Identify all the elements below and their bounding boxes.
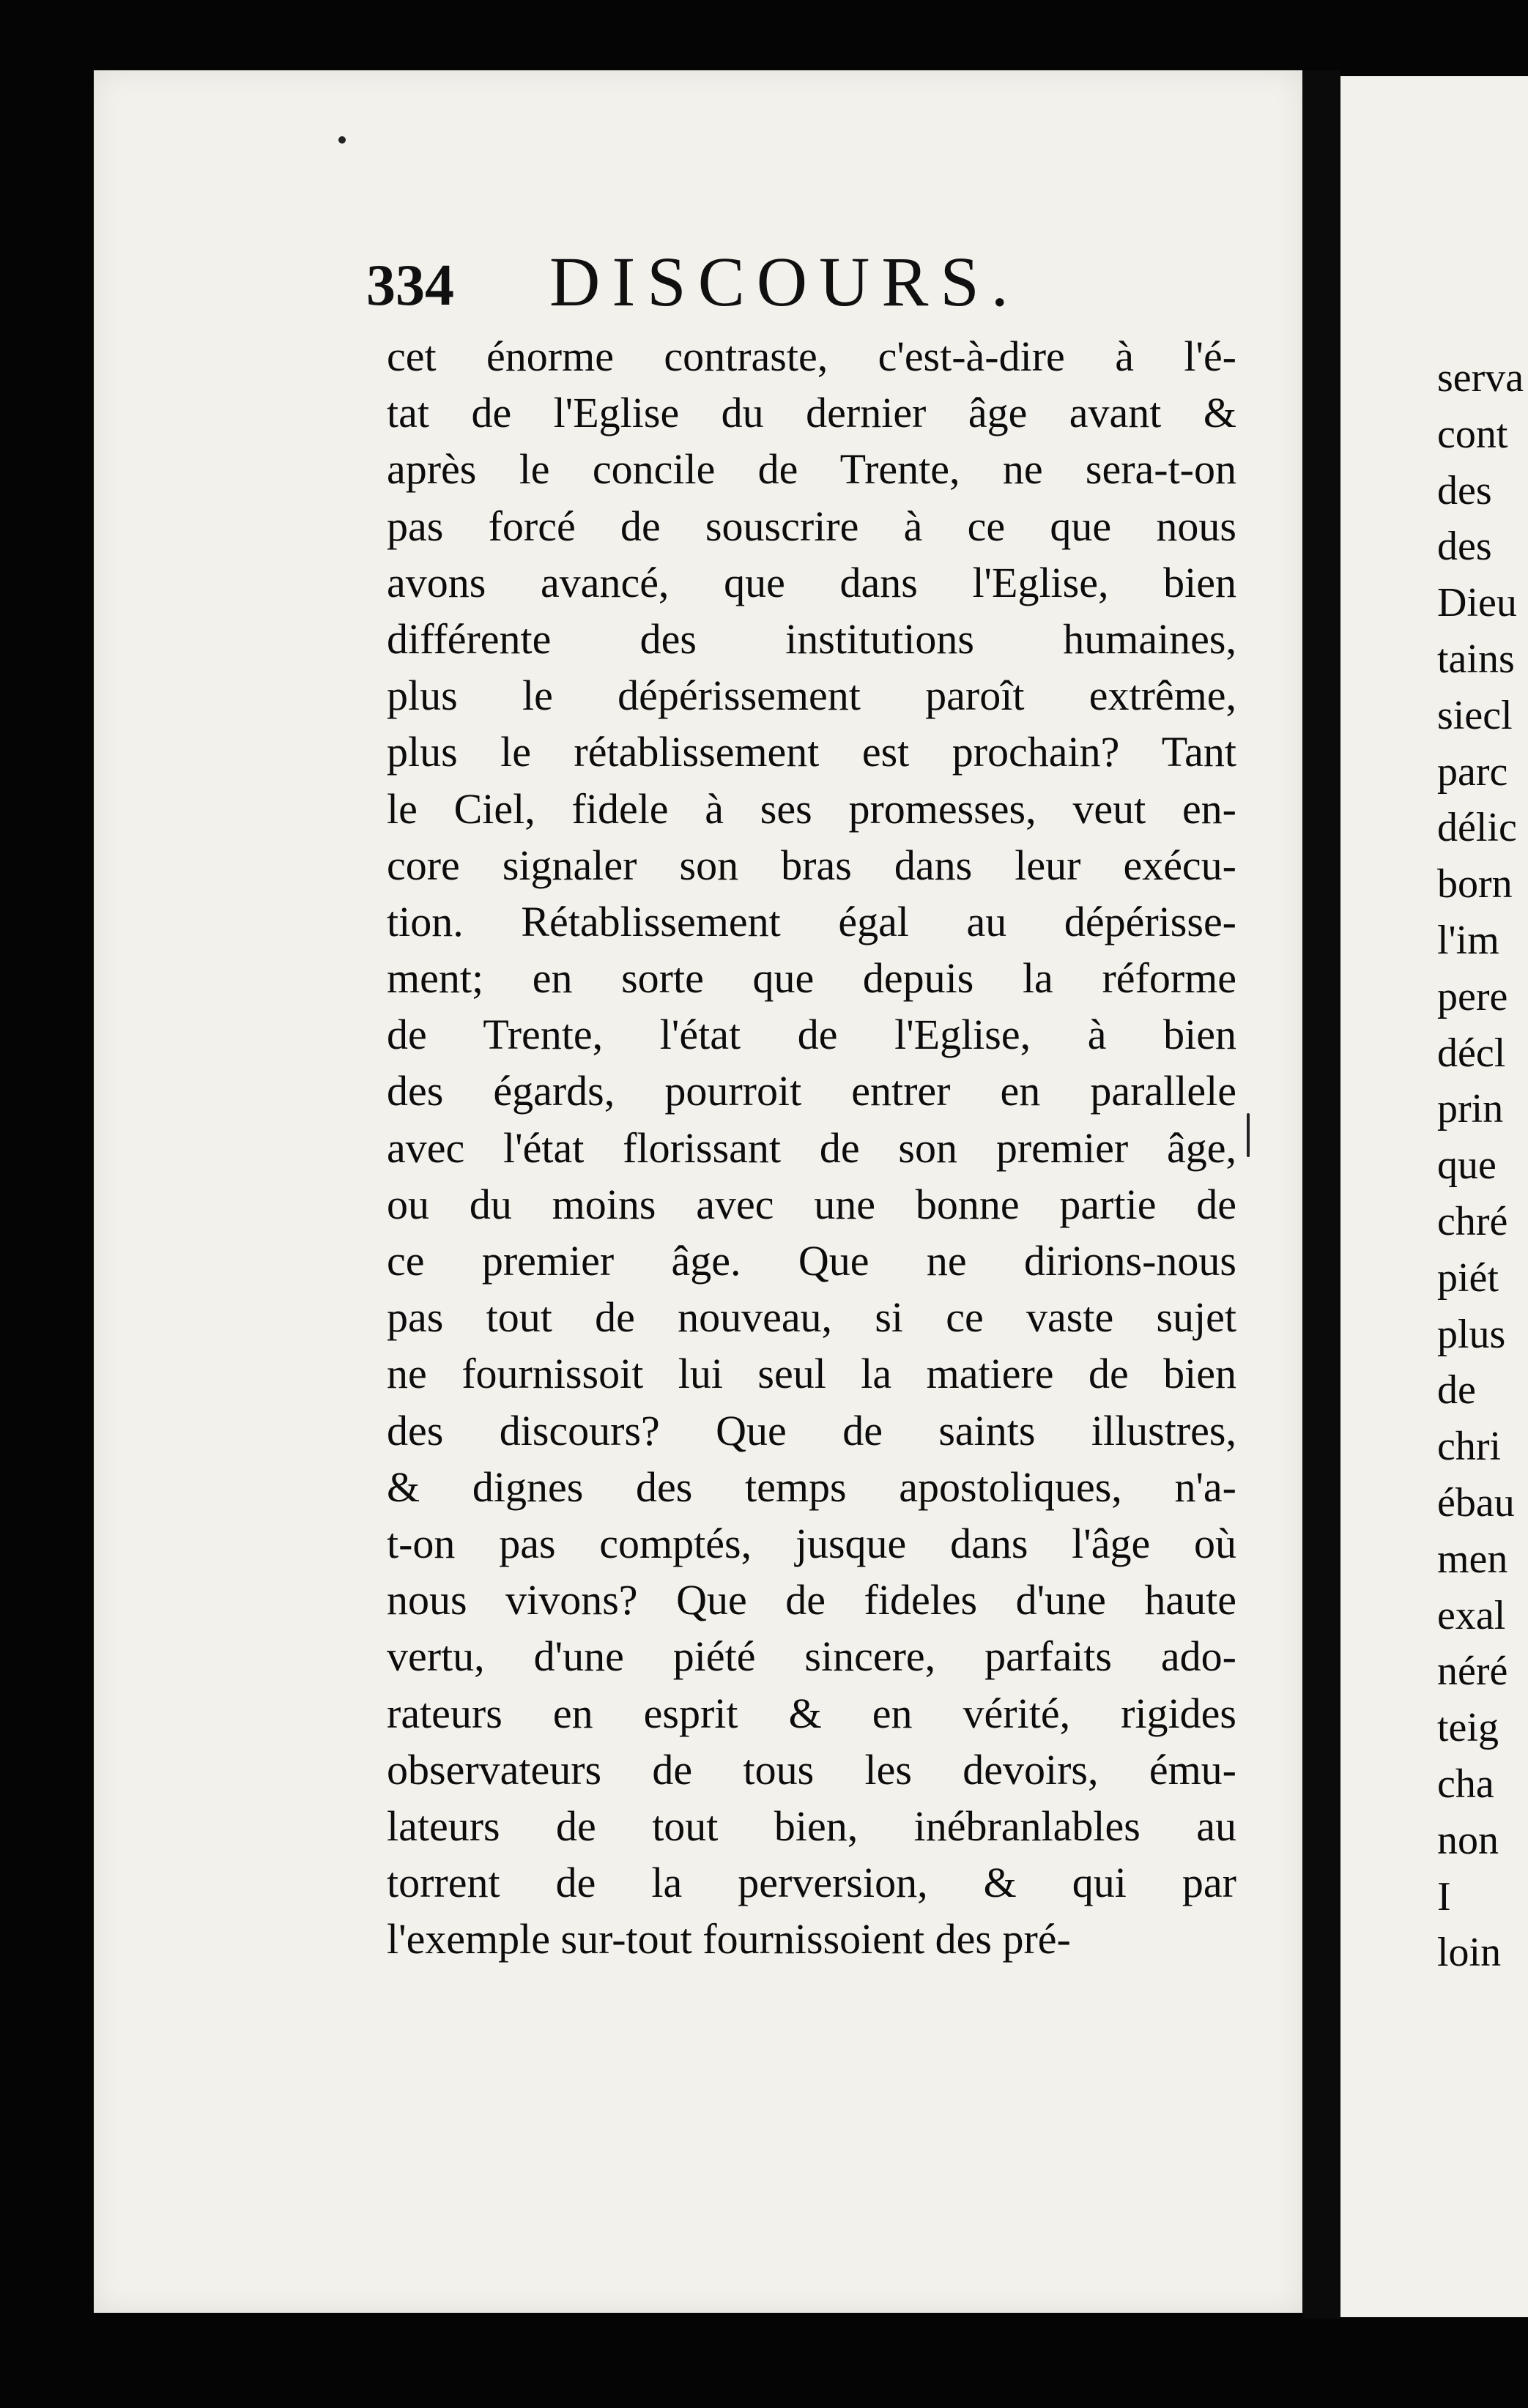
text-line: plus [1437,1311,1506,1357]
text-line: core signaler son bras dans leur exécu- [387,841,1236,889]
text-line: ne fournissoit lui seul la matiere de bien [387,1350,1236,1398]
text-line: lateurs de tout bien, inébranlables au [387,1802,1236,1850]
ink-mark [1247,1113,1250,1157]
right-page-text-fragment [1437,350,1528,1981]
text-line: loin [1437,1930,1502,1976]
text-line: teig [1437,1705,1499,1751]
text-line: pere [1437,973,1508,1019]
text-line: tat de l'Eglise du dernier âge avant & [387,389,1236,437]
text-line: born [1437,861,1513,907]
text-line: le Ciel, fidele à ses promesses, veut en- [387,784,1236,833]
text-line: nous vivons? Que de fideles d'une haute [387,1576,1236,1624]
text-line: siecl [1437,692,1513,738]
text-line: plus le rétablissement est prochain? Tant [387,728,1236,776]
running-head: DISCOURS. [549,242,1020,321]
text-line: des égards, pourroit entrer en parallele [387,1067,1236,1115]
text-line: non [1437,1817,1499,1863]
text-line: parc [1437,748,1508,795]
text-line: délic [1437,805,1517,851]
text-line: tains [1437,636,1515,682]
text-line: néré [1437,1649,1508,1695]
book-gutter [1302,70,1340,2319]
ink-speck [338,136,346,144]
text-line: des discours? Que de saints illustres, [387,1406,1236,1454]
text-line: torrent de la perversion, & qui par [387,1859,1236,1907]
text-line: rateurs en esprit & en vérité, rigides [387,1689,1236,1737]
text-line: vertu, d'une piété sincere, parfaits ado- [387,1632,1236,1681]
text-line: serva [1437,355,1524,401]
text-line: chré [1437,1198,1508,1244]
text-line: ou du moins avec une bonne partie de [387,1180,1236,1228]
text-line: différente des institutions humaines, [387,614,1236,663]
text-line: des [1437,524,1492,570]
text-line: après le concile de Trente, ne sera-t-on [387,445,1236,494]
text-line: ment; en sorte que depuis la réforme [387,954,1236,1003]
text-line: avec l'état florissant de son premier âge, [387,1123,1236,1172]
page-header [366,242,1260,330]
text-line: pas tout de nouveau, si ce vaste sujet [387,1293,1236,1342]
text-line: que [1437,1142,1497,1189]
text-line: ce premier âge. Que ne dirions-nous [387,1237,1236,1285]
text-line: exal [1437,1592,1506,1638]
text-line: plus le dépérissement paroît extrême, [387,672,1236,720]
text-line: chri [1437,1424,1502,1470]
text-line: de Trente, l'état de l'Eglise, à bien [387,1011,1236,1059]
page-number: 334 [366,253,454,318]
text-line: observateurs de tous les devoirs, ému- [387,1745,1236,1794]
text-line: l'exemple sur-tout fournissoient des pré- [387,1915,1071,1963]
text-line: prin [1437,1086,1504,1132]
text-line: cont [1437,411,1508,457]
text-line: décl [1437,1030,1506,1076]
text-line: ébau [1437,1479,1515,1526]
text-line: piét [1437,1255,1499,1301]
text-line: t-on pas comptés, jusque dans l'âge où [387,1519,1236,1567]
text-line: avons avancé, que dans l'Eglise, bien [387,558,1236,606]
text-line: pas forcé de souscrire à ce que nous [387,502,1236,550]
text-line: de [1437,1367,1476,1413]
text-line: & dignes des temps apostoliques, n'a- [387,1463,1236,1511]
text-line: cet énorme contraste, c'est-à-dire à l'é- [387,332,1236,380]
text-line: tion. Rétablissement égal au dépérisse- [387,897,1236,945]
text-line: cha [1437,1761,1494,1807]
text-line: des [1437,467,1492,513]
left-page-body-text [387,328,1236,1967]
text-line: men [1437,1536,1508,1582]
text-line: Dieu [1437,580,1517,626]
text-line: l'im [1437,917,1499,963]
text-line: I [1437,1873,1451,1920]
